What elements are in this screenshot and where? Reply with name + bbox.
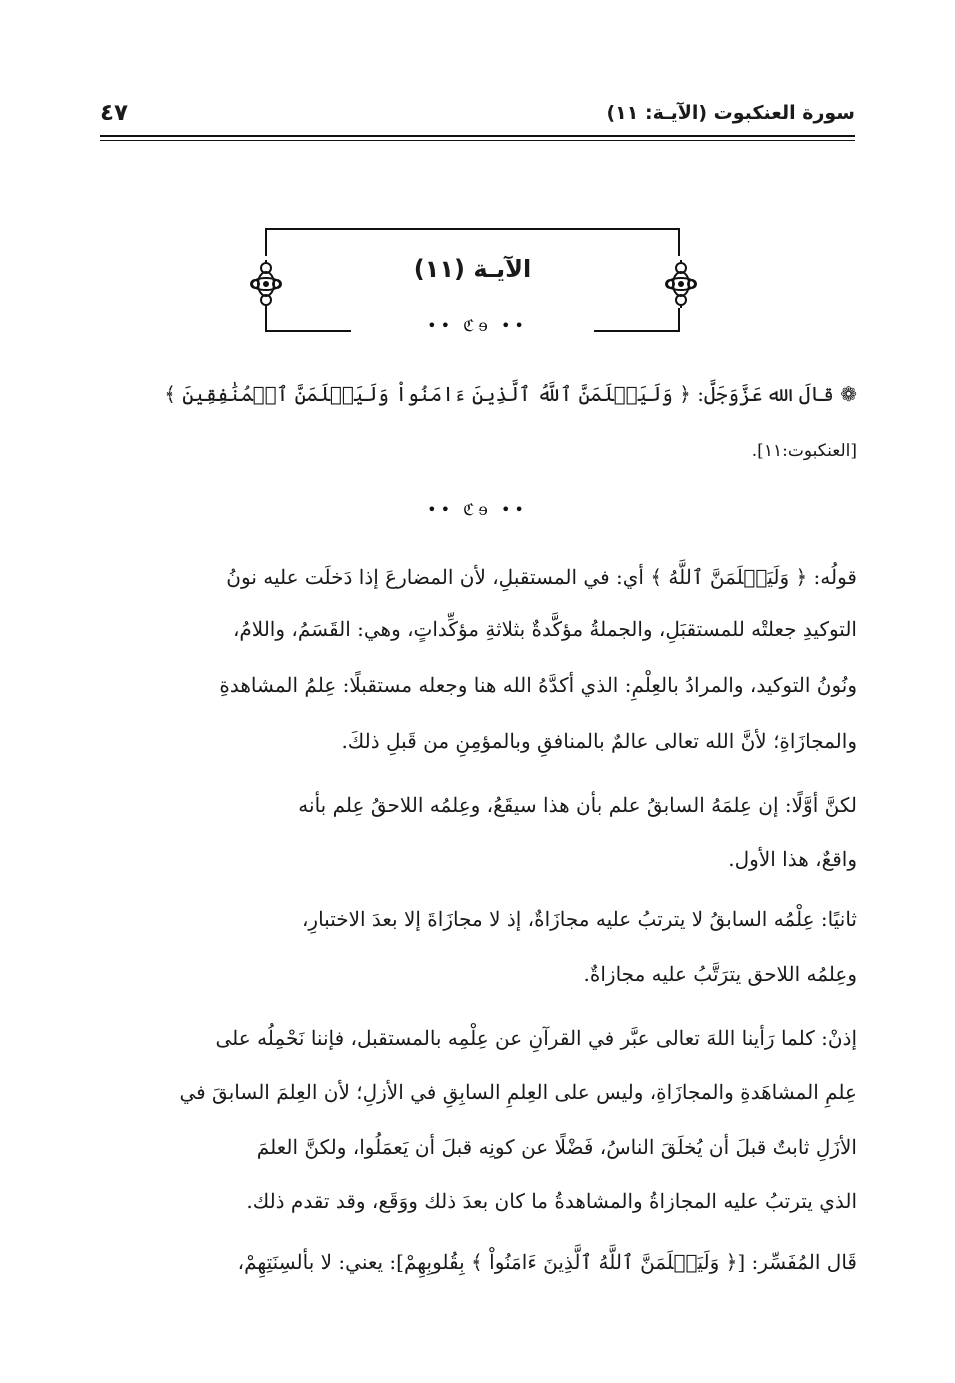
paragraph-line: إذنْ: كلما رَأينا اللهَ تعالى عبَّر في القرآنِ عن عِلْمِه بالمستقبل، فإننا نَحْمِلُه على (215, 1026, 857, 1050)
frame-top-line (265, 228, 680, 230)
surah-title: سورة العنكبوت (الآيـة: ١١) (606, 102, 855, 124)
ornament-left-icon (249, 258, 283, 310)
paragraph-line: وعِلمُه اللاحق يترَتَّبُ عليه مجازاةٌ. (583, 962, 857, 986)
verse-line: ❁ قالَ الله عَزَّوَجَلَّ: ﴿ وَلَيَعۡلَمَنَّ ٱللَّهُ ٱلَّذِينَ ءَامَنُواْ وَلَيَعۡلَمَنَّ ٱلۡمُنَٰفِقِينَ ﴾ (164, 382, 857, 406)
page-header (100, 102, 855, 136)
paragraph-line: الذي يترتبُ عليه المجازاةُ والمشاهدةُ ما كان بعدَ ذلك ووَقَع، وقد تقدم ذلك. (246, 1189, 857, 1213)
verse-reference: [العنكبوت:١١]. (751, 441, 857, 461)
paragraph-line: عِلمِ المشاهَدةِ والمجازَاةِ، وليس على العِلمِ السابِقِ في الأزلِ؛ لأن العِلمَ السابقَ في (179, 1080, 857, 1104)
paragraph-line: ثانيًا: عِلْمُه السابقُ لا يترتبُ عليه مجازَاةٌ، إذ لا مجازَاةَ إلا بعدَ الاختبارِ، (301, 907, 857, 931)
divider-ornament: •• ℭɘ •• (427, 500, 528, 519)
frame-right-top-line (678, 228, 680, 256)
paragraph-line: قولُه: ﴿ وَلَيَعۡلَمَنَّ ٱللَّهُ ﴾ أي: في المستقبلِ، لأن المضارعَ إذا دَخلَت عليه نونُ (226, 565, 857, 589)
paragraph-line: لكنَّ أوَّلًا: إن عِلمَهُ السابقُ علم بأن هذا سيقَعُ، وعِلمُه اللاحقُ عِلم بأنه (298, 793, 857, 817)
ayah-title: الآيـة (١١) (413, 255, 532, 283)
ornament-right-icon (664, 258, 698, 310)
paragraph-line: واقعٌ، هذا الأول. (728, 847, 857, 871)
divider-ornament: •• ℭɘ •• (427, 316, 528, 335)
paragraph-line: والمجازَاةِ؛ لأنَّ الله تعالى عالمٌ بالمنافقِ وبالمؤمِنِ من قَبلِ ذلكَ. (341, 729, 857, 753)
frame-left-top-line (265, 228, 267, 256)
paragraph-line: التوكيدِ جعلتْه للمستقبَلِ، والجملةُ مؤكَّدةٌ بثلاثةِ مؤكِّداتٍ، وهي: القَسَمُ، واللامُ، (232, 617, 857, 641)
page-number: ٤٧ (100, 100, 129, 126)
header-rule-thick (100, 135, 855, 137)
paragraph-line: الأزَلِ ثابتٌ قبلَ أن يُخلَقَ الناسُ، فَضْلًا عن كونِه قبلَ أن يَعمَلُوا، ولكنَّ العلمَ (256, 1135, 857, 1159)
paragraph-line: قَال المُفَسِّر: [﴿ وَلَيَعۡلَمَنَّ ٱللَّهُ ٱلَّذِينَ ءَامَنُواْ ﴾ بِقُلوبِهِمْ]: يعني: لا بألسِنَتِهِمْ، (237, 1250, 857, 1274)
header-rule-thin (100, 140, 855, 141)
paragraph-line: ونُونُ التوكيد، والمرادُ بالعِلْمِ: الذي أكدَّهُ الله هنا وجعله مستقبلًا: عِلمُ المشاهدةِ (219, 673, 857, 697)
